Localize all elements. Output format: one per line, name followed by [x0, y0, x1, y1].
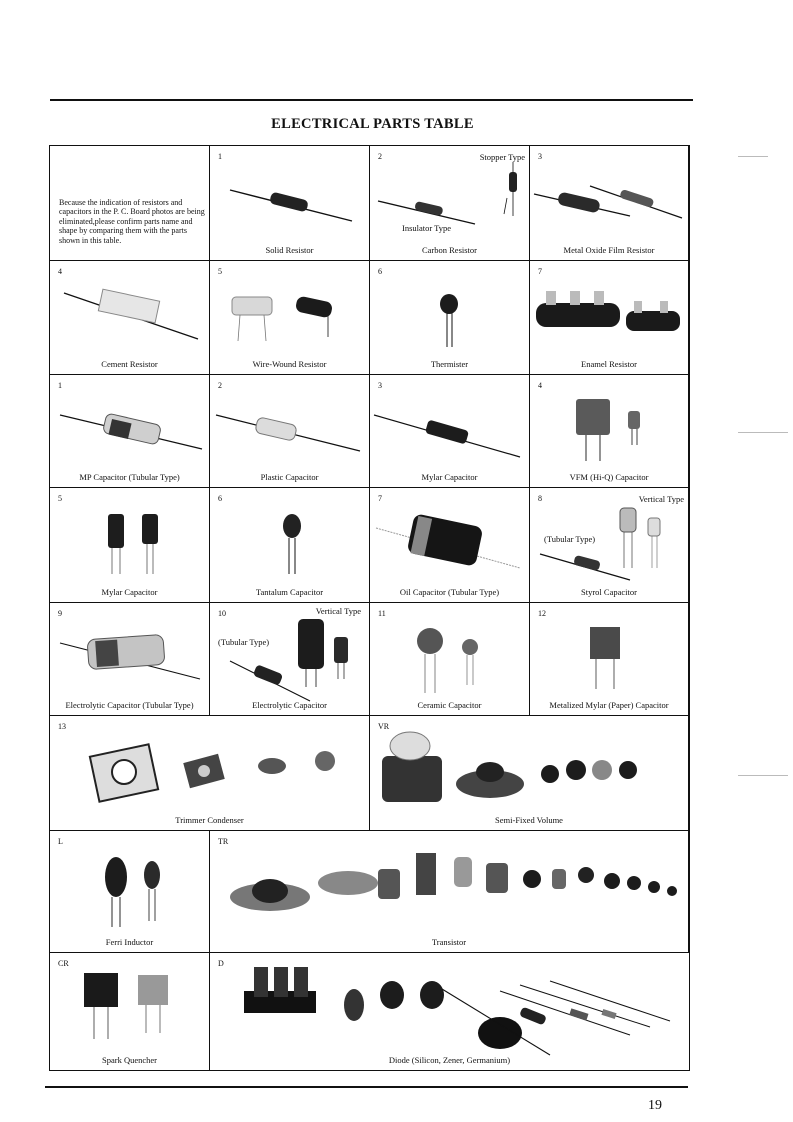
part-number: 13	[58, 722, 66, 731]
enamel-resistor-image	[530, 261, 689, 375]
part-number: CR	[58, 959, 69, 968]
part-cell-diode	[210, 953, 689, 1070]
styrol-capacitor-image	[530, 488, 689, 603]
spark-quencher-image	[50, 953, 210, 1070]
part-cell-cement-resistor	[50, 261, 210, 375]
part-cell-spark-quencher	[50, 953, 210, 1070]
part-caption: Mylar Capacitor	[421, 472, 478, 482]
part-cell-ferri-inductor	[50, 831, 210, 953]
tantalum-capacitor-image	[210, 488, 370, 603]
part-cell-thermister	[370, 261, 530, 375]
part-caption: Tantalum Capacitor	[255, 587, 324, 597]
part-caption: Wire-Wound Resistor	[252, 359, 327, 369]
part-number: 6	[378, 267, 382, 276]
part-number: 3	[538, 152, 542, 161]
part-caption: Trimmer Condenser	[175, 815, 244, 825]
sub-label-tubular: (Tubular Type)	[544, 534, 596, 544]
sub-label-vertical: Vertical Type	[638, 494, 684, 504]
carbon-resistor-image	[370, 146, 530, 261]
part-cell-ceramic-capacitor	[370, 603, 530, 716]
part-caption: Cement Resistor	[101, 359, 158, 369]
page-title: ELECTRICAL PARTS TABLE	[271, 116, 474, 132]
part-caption: Carbon Resistor	[421, 245, 477, 255]
part-cell-oil-capacitor	[370, 488, 530, 603]
part-number: 2	[218, 381, 222, 390]
part-caption: Metalized Mylar (Paper) Capacitor	[549, 700, 669, 710]
part-caption: Mylar Capacitor	[101, 587, 158, 597]
part-caption: Electrolytic Capacitor (Tubular Type)	[65, 700, 194, 710]
part-cell-styrol-capacitor	[530, 488, 689, 603]
part-caption: Styrol Capacitor	[581, 587, 637, 597]
oil-capacitor-image	[370, 488, 530, 603]
part-cell-semi-fixed-volume	[370, 716, 689, 831]
wire-wound-resistor-image	[210, 261, 370, 375]
part-caption: Oil Capacitor (Tubular Type)	[399, 587, 500, 597]
part-cell-metalized-mylar-capacitor	[530, 603, 689, 716]
part-cell-wire-wound-resistor	[210, 261, 370, 375]
part-cell-electrolytic-capacitor	[210, 603, 370, 716]
part-number: 4	[538, 381, 542, 390]
sub-label-insulator: Insulator Type	[402, 223, 452, 233]
cement-resistor-image	[50, 261, 210, 375]
part-number: 12	[538, 609, 546, 618]
mylar-capacitor-box-image	[50, 488, 210, 603]
part-number: D	[218, 959, 224, 968]
thermister-image	[370, 261, 530, 375]
part-caption: Thermister	[430, 359, 469, 369]
part-number: 8	[538, 494, 542, 503]
part-caption: Electrolytic Capacitor	[252, 700, 327, 710]
margin-mark	[738, 775, 788, 776]
part-caption: Spark Quencher	[102, 1055, 157, 1065]
metal-oxide-resistor-image	[530, 146, 689, 261]
part-number: VR	[378, 722, 390, 731]
part-caption: MP Capacitor (Tubular Type)	[79, 472, 180, 482]
part-caption: Ferri Inductor	[105, 937, 154, 947]
part-number: 7	[538, 267, 542, 276]
part-cell-solid-resistor	[210, 146, 370, 261]
part-number: 7	[378, 494, 382, 503]
part-cell-enamel-resistor	[530, 261, 689, 375]
part-number: 1	[218, 152, 222, 161]
part-number: 3	[378, 381, 382, 390]
margin-mark	[738, 156, 768, 157]
part-cell-vfm-capacitor	[530, 375, 689, 488]
part-cell-carbon-resistor	[370, 146, 530, 261]
part-cell-electrolytic-tubular	[50, 603, 210, 716]
sub-label-tubular: (Tubular Type)	[218, 637, 270, 647]
part-caption: Ceramic Capacitor	[417, 700, 482, 710]
ferri-inductor-image	[50, 831, 210, 953]
sub-label-vertical: Vertical Type	[315, 606, 361, 616]
part-cell-metal-oxide-film-resistor	[530, 146, 689, 261]
note-cell	[50, 146, 210, 261]
part-cell-mylar-capacitor-tubular	[370, 375, 530, 488]
diode-image	[210, 953, 689, 1070]
part-caption: VFM (Hi-Q) Capacitor	[569, 472, 649, 482]
part-cell-trimmer-condenser	[50, 716, 370, 831]
part-number: 5	[218, 267, 222, 276]
parts-table	[49, 145, 690, 1071]
part-cell-plastic-capacitor	[210, 375, 370, 488]
transistor-image	[210, 831, 689, 953]
part-caption: Solid Resistor	[265, 245, 314, 255]
trimmer-condenser-image	[50, 716, 370, 831]
part-number: 1	[58, 381, 62, 390]
part-caption: Plastic Capacitor	[260, 472, 319, 482]
part-cell-mylar-capacitor	[50, 488, 210, 603]
sub-label-stopper: Stopper Type	[479, 152, 525, 162]
part-number: 6	[218, 494, 222, 503]
top-rule	[50, 99, 693, 101]
part-number: TR	[218, 837, 229, 846]
margin-mark	[738, 432, 788, 433]
part-caption: Diode (Silicon, Zener, Germanium)	[388, 1055, 511, 1065]
page-number: 19	[648, 1098, 662, 1113]
part-cell-mp-capacitor	[50, 375, 210, 488]
part-number: 5	[58, 494, 62, 503]
part-number: 11	[378, 609, 386, 618]
part-cell-tantalum-capacitor	[210, 488, 370, 603]
part-number: 4	[58, 267, 62, 276]
bottom-rule	[45, 1086, 688, 1088]
part-cell-transistor	[210, 831, 689, 953]
part-caption: Metal Oxide Film Resistor	[563, 245, 655, 255]
part-number: L	[58, 837, 63, 846]
part-caption: Enamel Resistor	[581, 359, 637, 369]
table-note: Because the indication of resistors and capacitors in the P. C. Board photos are being eliminated,please confirm parts name and shape by comparing them with the parts shown in this table.	[59, 198, 205, 245]
solid-resistor-image	[210, 146, 370, 261]
part-number: 9	[58, 609, 62, 618]
part-number: 2	[378, 152, 382, 161]
part-caption: Transistor	[431, 937, 467, 947]
part-caption: Semi-Fixed Volume	[495, 815, 563, 825]
semi-fixed-volume-image	[370, 716, 689, 831]
part-number: 10	[218, 609, 226, 618]
